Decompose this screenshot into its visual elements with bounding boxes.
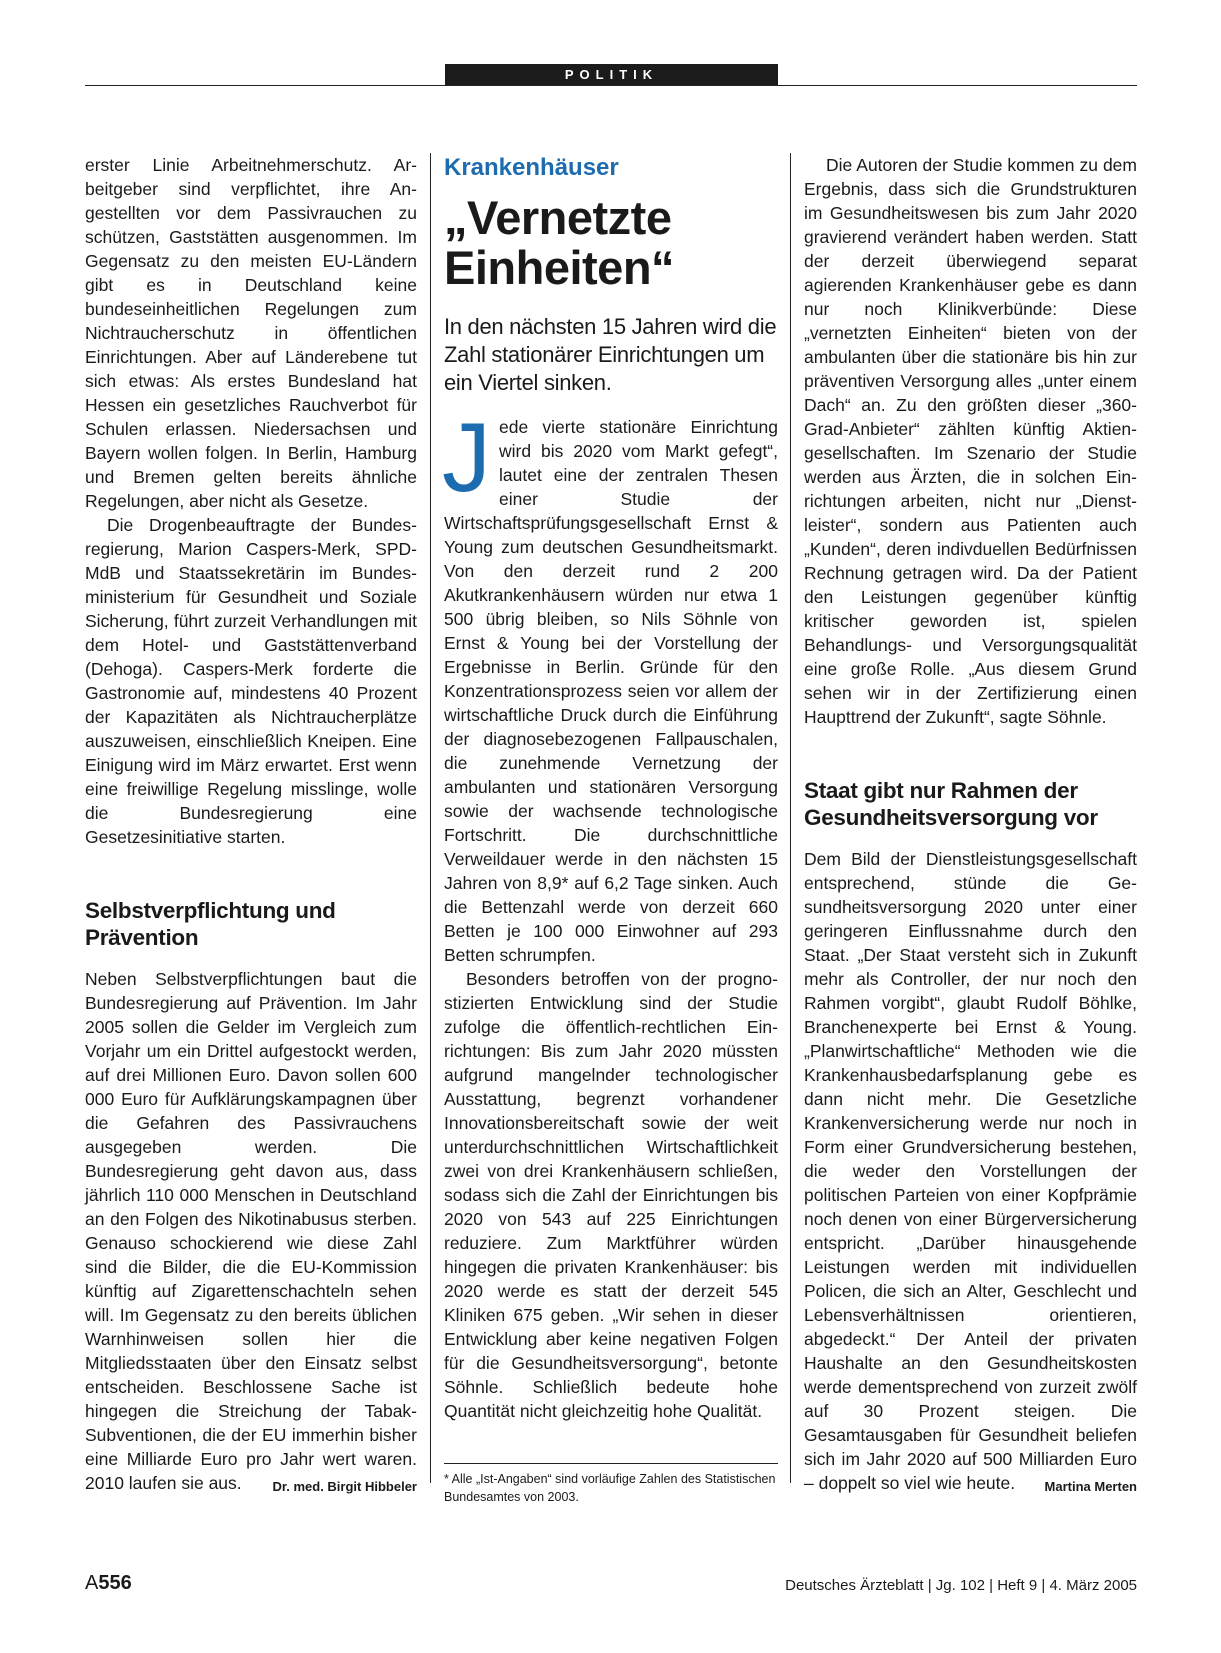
section-tag: POLITIK [445, 64, 778, 85]
drop-cap: J [442, 402, 491, 512]
column-right [804, 153, 1137, 1499]
subheading: Staat gibt nur Rahmen der Gesundheitsversorgung vor [804, 778, 1098, 830]
body-text: Neben Selbstverpflichtungen baut die Bundesregierung auf Prävention. Im Jahr 2005 sollen die Gelder im Vergleich zum Vorjahr um ein Drittel aufgestockt werden, auf drei Millionen Euro. Davon sollen 600 000 Euro für Aufklärungskampagnen über die Gefahren des Passivrauchens ausgegeben werden. Die Bundesregierung geht davon aus, dass jährlich 110 000 Menschen in Deutschland an den Folgen des Nikotinabusus sterben. Genauso schockierend wie diese Zahl sind die Bilder, die die EU-Kommission künftig auf Zigarettenschachteln sehen will. Im Gegensatz zu den bereits üblichen Warnhinweisen sollen hier die Mitgliedsstaaten über den Einsatz selbst entscheiden. Beschlossene Sache ist hingegen die Streichung der Tabak-Subventionen, die der EU immerhin bisher eine Milliarde Euro pro Jahr wert waren. 2010 laufen sie aus. [85, 969, 417, 1493]
journal-issue: Jg. 102 | Heft 9 | 4. März 2005 [935, 1577, 1137, 1594]
body-text: ede vierte stationäre Einrichtung wird bis 2020 vom Markt gefegt“, lautet eine der zentralen Thesen einer Studie der Wirtschaftsprüfungsgesellschaft Ernst & Young zum deutschen Gesundheitsmarkt. Von den derzeit rund 2 200 Akutkrankenhäusern würden nur etwa 1 500 übrig bleiben, so Nils Söhnle von Ernst & Young bei der Vorstellung der Ergebnisse in Berlin. Gründe für den Konzentrationsprozess seien vor allem der wirtschaftliche Druck durch die Einführung der diagnosebezogenen Fallpauschalen, die zunehmende Vernetzung der ambulanten und stationären Versorgung sowie der wachsende technologische Fortschritt. Die durchschnittliche Verweildauer werde in den nächsten 15 Jahren von 8,9* auf 6,2 Tage sinken. Auch die Bettenzahl werde von derzeit 660 Betten je 100 000 Einwohner auf 293 Betten schrumpfen. [444, 417, 778, 965]
body-paragraph: erster Linie Arbeitnehmerschutz. Arbeitgeber sind verpflichtet, ihre Angestellten vor dem Passivrauchen zu schützen, Gaststätten ausgenommen. Im Gegensatz zu den meisten EU-Ländern gibt es in Deutschland keine bundeseinheitlichen Regelungen zum Nichtraucherschutz in öffentlichen Einrichtungen. Aber auf Länderebene tut sich etwas: Als erstes Bundesland hat Hessen ein gesetzliches Rauchverbot für Schulen erlassen. Niedersachsen und Bayern wollen folgen. In Berlin, Hamburg und Bremen gelten bereits ähnliche Regelungen, aber nicht als Gesetze. [85, 155, 417, 511]
body-paragraph [85, 967, 417, 1495]
article-title: „Vernetzte Einheiten“ [444, 191, 675, 294]
body-paragraph [442, 402, 778, 967]
journal-citation: Deutsches Ärzteblatt | Jg. 102 | Heft 9 | 4. März 2005 [785, 1577, 1137, 1594]
page-prefix: A [85, 1572, 99, 1594]
column-divider-right [790, 153, 791, 1483]
body-paragraph: Die Autoren der Studie kommen zu dem Ergebnis, dass sich die Grundstrukturen im Gesundheitswesen bis zum Jahr 2020 gravierend verändert haben werden. Statt der derzeit überwiegend separat agierenden Krankenhäuser gebe es dann nur noch Klinikverbünde: Diese „vernetzten Einheiten“ bieten von der ambulanten über die stationäre bis hin zur präventiven Versorgung alles „unter einem Dach“ an. Zu den größten dieser „360-Grad-Anbieter“ zählten künftig Aktiengesellschaften. Im Szenario der Studie werden aus Ärzten, die in solchen Einrichtungen arbeiten, nicht nur „Dienstleister“, sondern aus Patienten auch „Kunden“, deren indivduellen Bedürfnissen Rechnung getragen wird. Da der Patient den Leistungen gegenüber künftig kritischer geworden ist, spielen Behandlungs- und Versorgungsqualität eine große Rolle. „Aus diesem Grund sehen wir in der Zertifizierung einen Haupttrend der Zukunft“, sagte Söhnle. [804, 155, 1137, 727]
subheading: Selbstverpflichtung und Prävention [85, 898, 336, 950]
article-kicker: Krankenhäuser [444, 154, 619, 181]
body-paragraph: Besonders betroffen von der prognostizierten Entwicklung sind der Studie zufolge die öffentlich-rechtlichen Einrichtungen: Bis zum Jahr 2020 müssten aufgrund mangelnder technologischer Ausstattung, begrenzt vorhandener Innovationsbereitschaft sowie der weit unterdurchschnittlichen Wirtschaftlichkeit zwei von drei Krankenhäusern schließen, sodass sich die Zahl der Einrichtungen bis 2020 von 543 auf 225 Einrichtungen reduziere. Zum Marktführer würden hingegen die privaten Krankenhäuser: bis 2020 werde es statt der derzeit 545 Kliniken 675 geben. „Wir sehen in dieser Entwicklung aber keine negativen Folgen für die Gesundheitsversorgung“, betonte Söhnle. Schließlich bedeute hohe Quantität nicht gleichzeitig hohe Qualität. [444, 969, 778, 1421]
header-rule [85, 85, 1137, 86]
author-byline: Martina Merten [1044, 1479, 1137, 1494]
body-text: Dem Bild der Dienstleistungsgesellschaft entsprechend, stünde die Gesundheitsversorgung 2020 unter einer geringeren Einflussnahme durch den Staat. „Der Staat versteht sich in Zukunft mehr als Controller, der nur noch den Rahmen vorgibt“, glaubt Rudolf Böhlke, Branchenexperte bei Ernst & Young. „Planwirtschaftliche“ Methoden wie die Krankenhausbedarfsplanung gebe es dann nicht mehr. Die Gesetzliche Krankenversicherung werde nur noch in Form einer Grundversicherung bestehen, die weder den Vorstellungen der politischen Parteien von einer Kopfprämie noch denen von einer Bürgerversicherung entspricht. „Darüber hinausgehende Leistungen werden mit individuellen Policen, die sich an Alter, Geschlecht und Lebensverhältnissen orientieren, abgedeckt.“ Der Anteil der privaten Haushalte an den Gesundheitskosten werde dementsprechend von zurzeit zwölf auf 30 Prozent steigen. Die Gesamtausgaben für Gesundheit beliefen sich im Jahr 2020 auf 500 Milliarden Euro – doppelt so viel wie heute. [804, 849, 1137, 1493]
body-paragraph [804, 847, 1137, 1495]
article-lead: In den nächsten 15 Jahren wird die Zahl stationärer Einrichtungen um ein Viertel sinken. [444, 314, 777, 395]
column-left [85, 153, 417, 1499]
author-byline: Dr. med. Birgit Hibbeler [272, 1479, 417, 1494]
column-middle [444, 153, 778, 1506]
footnote-rule [444, 1463, 778, 1464]
column-divider-left [430, 153, 431, 1483]
page-number [85, 1572, 132, 1595]
body-paragraph: Die Drogenbeauftragte der Bundesregierung, Marion Caspers-Merk, SPD-MdB und Staatssekretärin im Bundesministerium für Gesundheit und Soziale Sicherung, führt zurzeit Verhandlungen mit dem Hotel- und Gaststättenverband (Dehoga). Caspers-Merk forderte die Gastronomie auf, mindestens 40 Prozent der Kapazitäten als Nichtraucherplätze auszuweisen, einschließlich Kneipen. Eine Einigung wird im März erwartet. Erst wenn eine freiwillige Regelung misslinge, wolle die Bundesregierung eine Gesetzesinitiative starten. [85, 515, 417, 847]
page-number-value: 556 [98, 1572, 132, 1594]
journal-name: Deutsches Ärzteblatt [785, 1577, 924, 1594]
footnote: * Alle „Ist-Angaben“ sind vorläufige Zahlen des Statistischen Bundesamtes von 2003. [444, 1472, 776, 1504]
